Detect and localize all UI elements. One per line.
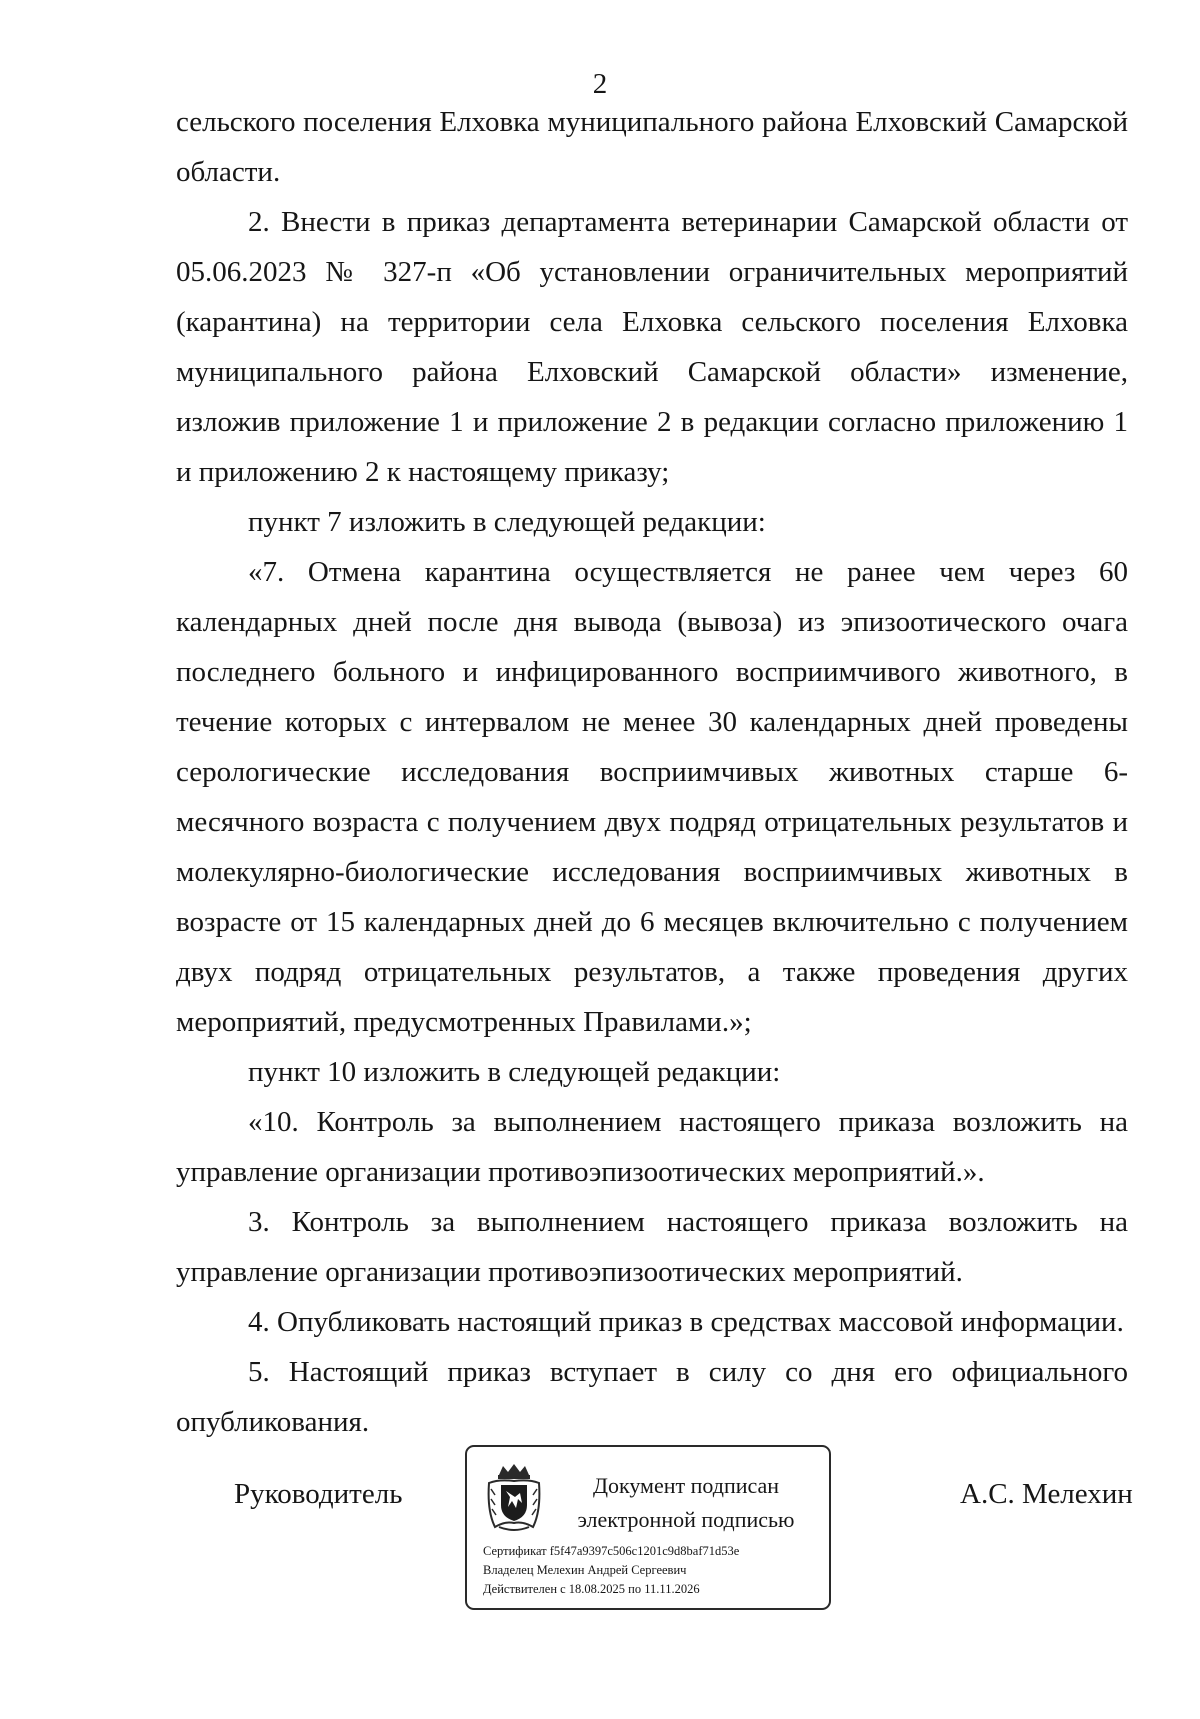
stamp-certificate: Сертификат f5f47a9397c506c1201c9d8baf71d53e xyxy=(483,1544,740,1558)
paragraph-continuation: сельского поселения Елховка муниципального района Елховский Самарской области. xyxy=(176,106,1128,188)
stamp-details xyxy=(483,1542,823,1599)
stamp-owner: Владелец Мелехин Андрей Сергеевич xyxy=(483,1563,687,1577)
stamp-title-line2: электронной подписью xyxy=(577,1507,795,1532)
stamp-title xyxy=(555,1469,817,1537)
paragraph-item-7-text: «7. Отмена карантина осуществляется не ранее чем через 60 календарных дней после дня вывода (вывоза) из эпизоотического очага последнего больного и инфицированного восприимчивого животного, в течение которых с интервалом не менее 30 календарных дней проведены серологические исследования восприимчивых животных старше 6-месячного возраста с получением двух подряд отрицательных результатов и молекулярно-биологические исследования восприимчивых животных в возрасте от 15 календарных дней до 6 месяцев включительно с получением двух подряд отрицательных результатов, а также проведения других мероприятий, предусмотренных Правилами.»; xyxy=(176,556,1128,1038)
page-number: 2 xyxy=(592,68,608,100)
paragraph-item-2: 2. Внести в приказ департамента ветеринарии Самарской области от 05.06.2023 № 327-п «Об установлении ограничительных мероприятий (карантина) на территории села Елховка сельского поселения Елховка муниципального района Елховский Самарской области» изменение, изложив приложение 1 и приложение 2 в редакции согласно приложению 1 и приложению 2 к настоящему приказу; xyxy=(176,206,1128,488)
document-body xyxy=(176,97,1128,1447)
paragraph-item-4: 4. Опубликовать настоящий приказ в средствах массовой информации. xyxy=(248,1306,1124,1338)
coat-of-arms-icon xyxy=(485,1461,543,1535)
signature-block xyxy=(0,1445,1200,1615)
signer-name: А.С. Мелехин xyxy=(960,1478,1133,1510)
signer-position: Руководитель xyxy=(234,1478,403,1510)
electronic-signature-stamp xyxy=(465,1445,831,1610)
paragraph-item-10-text: «10. Контроль за выполнением настоящего приказа возложить на управление организации противоэпизоотических мероприятий.». xyxy=(176,1106,1128,1188)
paragraph-item-7-intro: пункт 7 изложить в следующей редакции: xyxy=(248,506,766,538)
paragraph-item-3: 3. Контроль за выполнением настоящего приказа возложить на управление организации противоэпизоотических мероприятий. xyxy=(176,1206,1128,1288)
paragraph-item-5: 5. Настоящий приказ вступает в силу со дня его официального опубликования. xyxy=(176,1356,1128,1438)
stamp-title-line1: Документ подписан xyxy=(592,1473,780,1498)
stamp-validity: Действителен с 18.08.2025 по 11.11.2026 xyxy=(483,1582,700,1596)
paragraph-item-10-intro: пункт 10 изложить в следующей редакции: xyxy=(248,1056,781,1088)
